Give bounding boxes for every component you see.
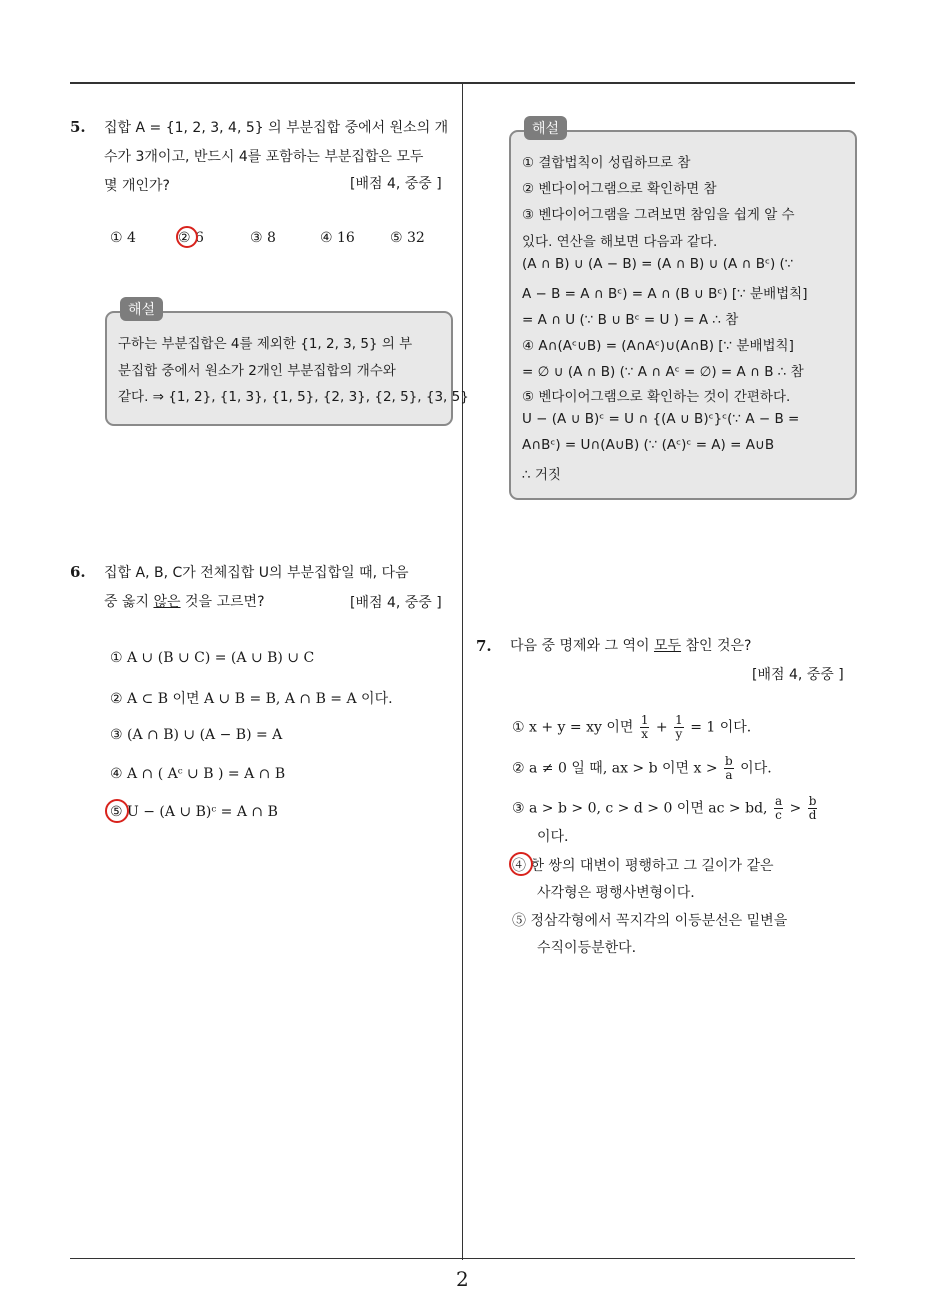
- question-6-line1: 집합 A, B, C가 전체집합 U의 부분집합일 때, 다음: [104, 565, 409, 581]
- q6-solution-line-6: A − B = A ∩ Bᶜ) = A ∩ (B ∪ Bᶜ) [∵ 분배법칙]: [522, 286, 808, 302]
- q7-c1-frac1: [640, 714, 650, 741]
- question-7-emphasis: 모두: [653, 638, 682, 654]
- q6-solution-tag: 해설: [524, 116, 567, 140]
- q7-choice-4-line2: 사각형은 평행사변형이다.: [537, 885, 695, 901]
- question-7-pre: 다음 중 명제와 그 역이: [510, 638, 654, 654]
- q5-solution-line-2: 분집합 중에서 원소가 2개인 부분집합의 개수와: [118, 363, 396, 379]
- q6-solution-line-11: U − (A ∪ B)ᶜ = U ∩ {(A ∪ B)ᶜ}ᶜ(∵ A − B =: [522, 411, 800, 427]
- question-5-line3: 몇 개인가?: [104, 178, 170, 194]
- q5-choice-1[interactable]: ① 4: [110, 230, 136, 246]
- q6-solution-line-1: ① 결합법칙이 성립하므로 참: [522, 155, 691, 171]
- q7-c1-pre: ① x + y = xy 이면: [512, 719, 638, 736]
- q7-choice-5-line2: 수직이등분한다.: [537, 940, 637, 956]
- q7-choice-4[interactable]: ④ 한 쌍의 대변이 평행하고 그 길이가 같은: [512, 858, 774, 874]
- question-7-number: 7.: [476, 637, 492, 655]
- q7-c1-post: = 1 이다.: [685, 719, 752, 736]
- q7-choice-3-line2: 이다.: [537, 829, 569, 845]
- q5-answer-mark: [176, 226, 198, 248]
- question-5-number: 5.: [70, 118, 86, 136]
- q7-c2-frac-num: b: [725, 754, 733, 768]
- q7-c3-frac2-num: b: [808, 794, 817, 808]
- q7-c1-frac2: [674, 714, 684, 741]
- bottom-rule: [70, 1258, 855, 1259]
- q7-choice-1[interactable]: [512, 714, 751, 741]
- q7-c1-frac1-num: 1: [640, 713, 649, 727]
- q6-solution-line-9: = ∅ ∪ (A ∩ B) (∵ A ∩ Aᶜ = ∅) = A ∩ B ∴ 참: [522, 364, 804, 380]
- question-6-score: [배점 4, 중중 ]: [350, 595, 442, 611]
- q6-choice-5[interactable]: ⑤ U − (A ∪ B)ᶜ = A ∩ B: [110, 804, 278, 820]
- q7-c3-pre: ③ a > b > 0, c > d > 0 이면 ac > bd,: [512, 800, 772, 817]
- q5-solution-tag: 해설: [120, 297, 163, 321]
- q5-solution-line-1: 구하는 부분집합은 4를 제외한 {1, 2, 3, 5} 의 부: [118, 336, 413, 352]
- q7-c3-frac2-den: d: [808, 808, 817, 822]
- question-5-score: [배점 4, 중중 ]: [350, 176, 442, 192]
- q7-c1-frac1-den: x: [641, 727, 649, 741]
- question-7-text: [510, 632, 855, 661]
- q7-c2-frac-den: a: [725, 768, 733, 782]
- question-6-number: 6.: [70, 563, 86, 581]
- question-6-line2-pre: 중 옳지: [104, 594, 154, 610]
- q5-choice-3[interactable]: ③ 8: [250, 230, 276, 246]
- column-divider: [462, 84, 463, 1260]
- question-7-post: 참인 것은?: [681, 638, 752, 654]
- q6-solution-line-2: ② 벤다이어그램으로 확인하면 참: [522, 181, 717, 197]
- q5-choice-5[interactable]: ⑤ 32: [390, 230, 425, 246]
- q6-choice-4[interactable]: ④ A ∩ ( Aᶜ ∪ B ) = A ∩ B: [110, 766, 286, 782]
- q6-solution-line-3: ③ 벤다이어그램을 그려보면 참임을 쉽게 알 수: [522, 207, 795, 223]
- q7-c3-frac1: [774, 795, 783, 822]
- q7-choice-3[interactable]: [512, 795, 819, 822]
- q5-choice-2[interactable]: ② 6: [178, 230, 204, 246]
- question-6-emphasis: 않은: [153, 594, 181, 610]
- question-6-line2-post: 것을 고르면?: [180, 594, 265, 610]
- q5-solution-line-3: 같다. ⇒ {1, 2}, {1, 3}, {1, 5}, {2, 3}, {2, 5}, {3, 5}: [118, 389, 469, 405]
- question-5-line1: 집합 A = {1, 2, 3, 4, 5} 의 부분집합 중에서 원소의 개: [104, 120, 449, 136]
- question-5-line2: 수가 3개이고, 반드시 4를 포함하는 부분집합은 모두: [104, 149, 424, 165]
- q6-choice-2[interactable]: ② A ⊂ B 이면 A ∪ B = B, A ∩ B = A 이다.: [110, 691, 393, 707]
- question-7-score: [배점 4, 중중 ]: [752, 667, 844, 683]
- page-number: 2: [456, 1267, 469, 1291]
- q6-answer-mark: [105, 799, 129, 823]
- q5-choice-4[interactable]: ④ 16: [320, 230, 355, 246]
- q7-c2-pre: ② a ≠ 0 일 때, ax > b 이면 x >: [512, 760, 723, 777]
- q6-solution-line-5: (A ∩ B) ∪ (A − B) = (A ∩ B) ∪ (A ∩ Bᶜ) (∵: [522, 256, 794, 272]
- q7-c1-frac2-den: y: [675, 727, 683, 741]
- q7-choice-2[interactable]: [512, 755, 772, 782]
- q6-choice-3[interactable]: ③ (A ∩ B) ∪ (A − B) = A: [110, 727, 283, 743]
- q7-choice-5[interactable]: ⑤ 정삼각형에서 꼭지각의 이등분선은 밑변을: [512, 913, 788, 929]
- q7-c1-frac2-num: 1: [675, 713, 683, 727]
- q6-solution-line-10: ⑤ 벤다이어그램으로 확인하는 것이 간편하다.: [522, 389, 791, 405]
- q7-answer-mark: [509, 852, 533, 876]
- q6-solution-line-8: ④ A∩(Aᶜ∪B) = (A∩Aᶜ)∪(A∩B) [∵ 분배법칙]: [522, 338, 794, 354]
- q7-c1-plus: +: [651, 719, 673, 736]
- q6-choice-1[interactable]: ① A ∪ (B ∪ C) = (A ∪ B) ∪ C: [110, 650, 315, 666]
- q6-solution-line-7: = A ∩ U (∵ B ∪ Bᶜ = U ) = A ∴ 참: [522, 312, 739, 328]
- q7-c2-frac: [724, 755, 734, 782]
- q7-c3-frac2: [808, 795, 818, 822]
- q7-c3-gt: >: [785, 800, 806, 817]
- q7-c3-frac1-den: c: [775, 808, 782, 822]
- q6-solution-line-4: 있다. 연산을 해보면 다음과 같다.: [522, 234, 718, 250]
- q7-c3-frac1-num: a: [774, 794, 783, 808]
- q6-solution-line-13: ∴ 거짓: [522, 467, 561, 483]
- q6-solution-line-12: A∩Bᶜ) = U∩(A∪B) (∵ (Aᶜ)ᶜ = A) = A∪B: [522, 437, 775, 453]
- q7-c2-post: 이다.: [735, 760, 772, 777]
